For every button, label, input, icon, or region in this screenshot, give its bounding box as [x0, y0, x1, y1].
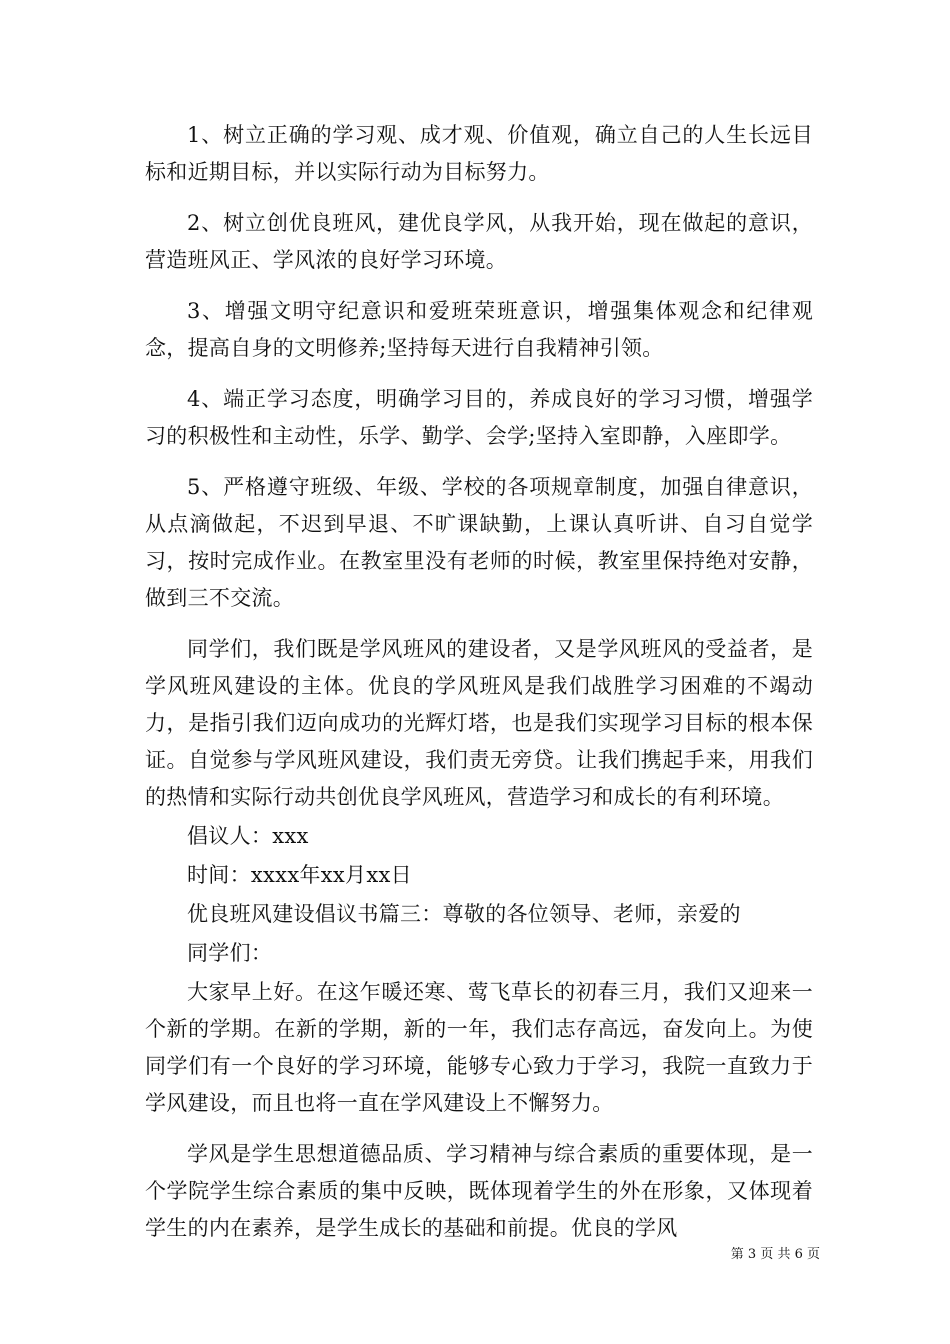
- paragraph-item-2: 2、树立创优良班风，建优良学风，从我开始，现在做起的意识，营造班风正、学风浓的良好学习环境。: [145, 211, 813, 272]
- date-line: 时间：xxxx年xx月xx日: [187, 863, 412, 887]
- paragraph-item-5: 5、严格遵守班级、年级、学校的各项规章制度，加强自律意识，从点滴做起，不迟到早退、不旷课缺勤，上课认真听讲、自习自觉学习，按时完成作业。在教室里没有老师的时候，教室里保持绝对安静，做到三不交流。: [145, 475, 813, 610]
- document-body: [145, 117, 813, 1261]
- initiator-line: 倡议人：xxx: [187, 824, 309, 848]
- paragraph-appeal: 同学们，我们既是学风班风的建设者，又是学风班风的受益者，是学风班风建设的主体。优良的学风班风是我们战胜学习困难的不竭动力，是指引我们迈向成功的光辉灯塔，也是我们实现学习目标的根本保证。自觉参与学风班风建设，我们责无旁贷。让我们携起手来，用我们的热情和实际行动共创优良学风班风，营造学习和成长的有利环境。: [145, 637, 813, 809]
- paragraph-study-style: 学风是学生思想道德品质、学习精神与综合素质的重要体现，是一个学院学生综合素质的集中反映，既体现着学生的外在形象，又体现着学生的内在素养，是学生成长的基础和前提。优良的学风: [145, 1142, 813, 1240]
- salutation-line: 同学们：: [187, 941, 273, 965]
- paragraph-greeting: 大家早上好。在这乍暖还寒、莺飞草长的初春三月，我们又迎来一个新的学期。在新的学期，新的一年，我们志存高远，奋发向上。为使同学们有一个良好的学习环境，能够专心致力于学习，我院一直致力于学风建设，而且也将一直在学风建设上不懈努力。: [145, 980, 813, 1115]
- section-heading: 优良班风建设倡议书篇三：尊敬的各位领导、老师，亲爱的: [187, 902, 741, 926]
- page-number: 第 3 页 共 6 页: [730, 1247, 820, 1262]
- paragraph-item-1: 1、树立正确的学习观、成才观、价值观，确立自己的人生长远目标和近期目标，并以实际行动为目标努力。: [145, 123, 813, 184]
- paragraph-item-3: 3、增强文明守纪意识和爱班荣班意识，增强集体观念和纪律观念，提高自身的文明修养;坚持每天进行自我精神引领。: [145, 299, 813, 360]
- paragraph-item-4: 4、端正学习态度，明确学习目的，养成良好的学习习惯，增强学习的积极性和主动性，乐学、勤学、会学;坚持入室即静，入座即学。: [145, 387, 813, 448]
